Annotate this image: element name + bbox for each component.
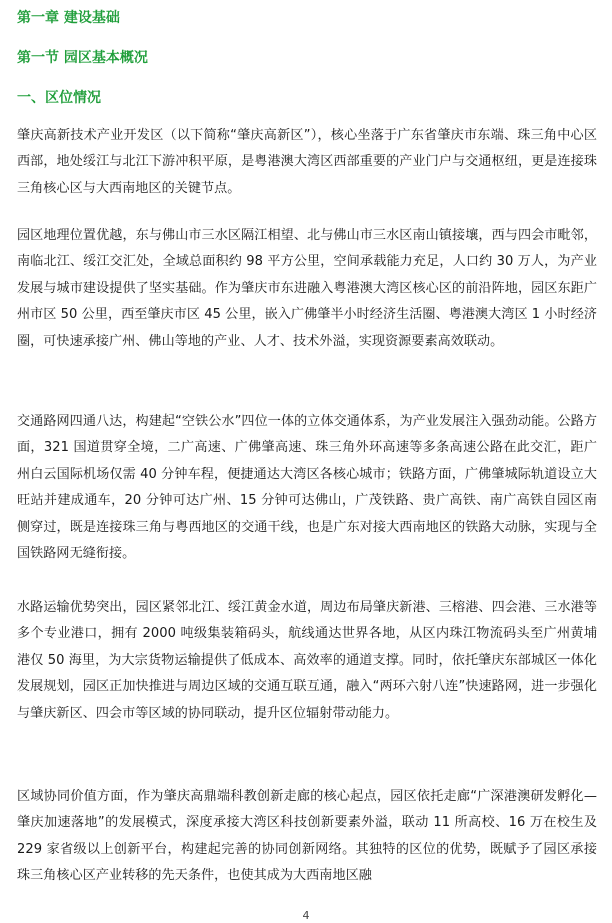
subsection-title: 一、区位情况 xyxy=(17,90,101,106)
paragraph-geography: 园区地理位置优越，东与佛山市三水区隔江相望、北与佛山市三水区南山镇接壤，西与四会市毗邻，南临北江、绥江交汇处，全域总面积约 98 平方公里，空间承载能力充足，人口约 30 万人，为产业发展与城市建设提供了坚实基础。作为肇庆市东进融入粤港澳大湾区核心区的前沿阵地，园区东距广州市区 50 公里，西至肇庆市区 45 公里，嵌入广佛肇半小时经济生活圈、粤港澳大湾区 1 小时经济圈，可快速承接广州、佛山等地的产业、人才、技术外溢，实现资源要素高效联动。 xyxy=(17,228,597,349)
paragraph-location-overview: 肇庆高新技术产业开发区（以下简称“肇庆高新区”），核心坐落于广东省肇庆市东端、珠三角中心区西部，地处绥江与北江下游冲积平原，是粤港澳大湾区西部重要的产业门户与交通枢纽，更是连接珠三角核心区与大西南地区的关键节点。 xyxy=(17,128,597,196)
paragraph-waterway-transport: 水路运输优势突出，园区紧邻北江、绥江黄金水道，周边布局肇庆新港、三榕港、四会港、三水港等多个专业港口，拥有 2000 吨级集装箱码头，航线通达世界各地，从区内珠江物流码头至广州黄埔港仅 50 海里，为大宗货物运输提供了低成本、高效率的通道支撑。同时，依托肇庆东部城区一体化发展规划，园区正加快推进与周边区域的交通互联互通，融入“两环六射八连”快速路网，进一步强化与肇庆新区、四会市等区域的协同联动，提升区位辐射带动能力。 xyxy=(17,600,597,721)
chapter-title: 第一章 建设基础 xyxy=(17,10,120,26)
section-title: 第一节 园区基本概况 xyxy=(17,50,148,66)
page-number: 4 xyxy=(302,909,310,922)
paragraph-regional-synergy: 区域协同价值方面，作为肇庆高鼎端科教创新走廊的核心起点，园区依托走廊“广深港澳研发孵化—肇庆加速落地”的发展模式，深度承接大湾区科技创新要素外溢，联动 11 所高校、16 万在校生及 229 家省级以上创新平台，构建起完善的协同创新网络。其独特的区位的优势，既赋予了园区承接珠三角核心区产业转移的先天条件，也使其成为大西南地区融 xyxy=(17,789,597,884)
paragraph-transport-network: 交通路网四通八达，构建起“空铁公水”四位一体的立体交通体系，为产业发展注入强劲动能。公路方面，321 国道贯穿全境，二广高速、广佛肇高速、珠三角外环高速等多条高速公路在此交汇，距广州白云国际机场仅需 40 分钟车程，便捷通达大湾区各核心城市；铁路方面，广佛肇城际轨道设立大旺站并建成通车，20 分钟可达广州、15 分钟可达佛山，广茂铁路、贵广高铁、南广高铁自园区南侧穿过，既是连接珠三角与粤西地区的交通干线，也是广东对接大西南地区的铁路大动脉，实现与全国铁路网无缝衔接。 xyxy=(17,414,597,562)
